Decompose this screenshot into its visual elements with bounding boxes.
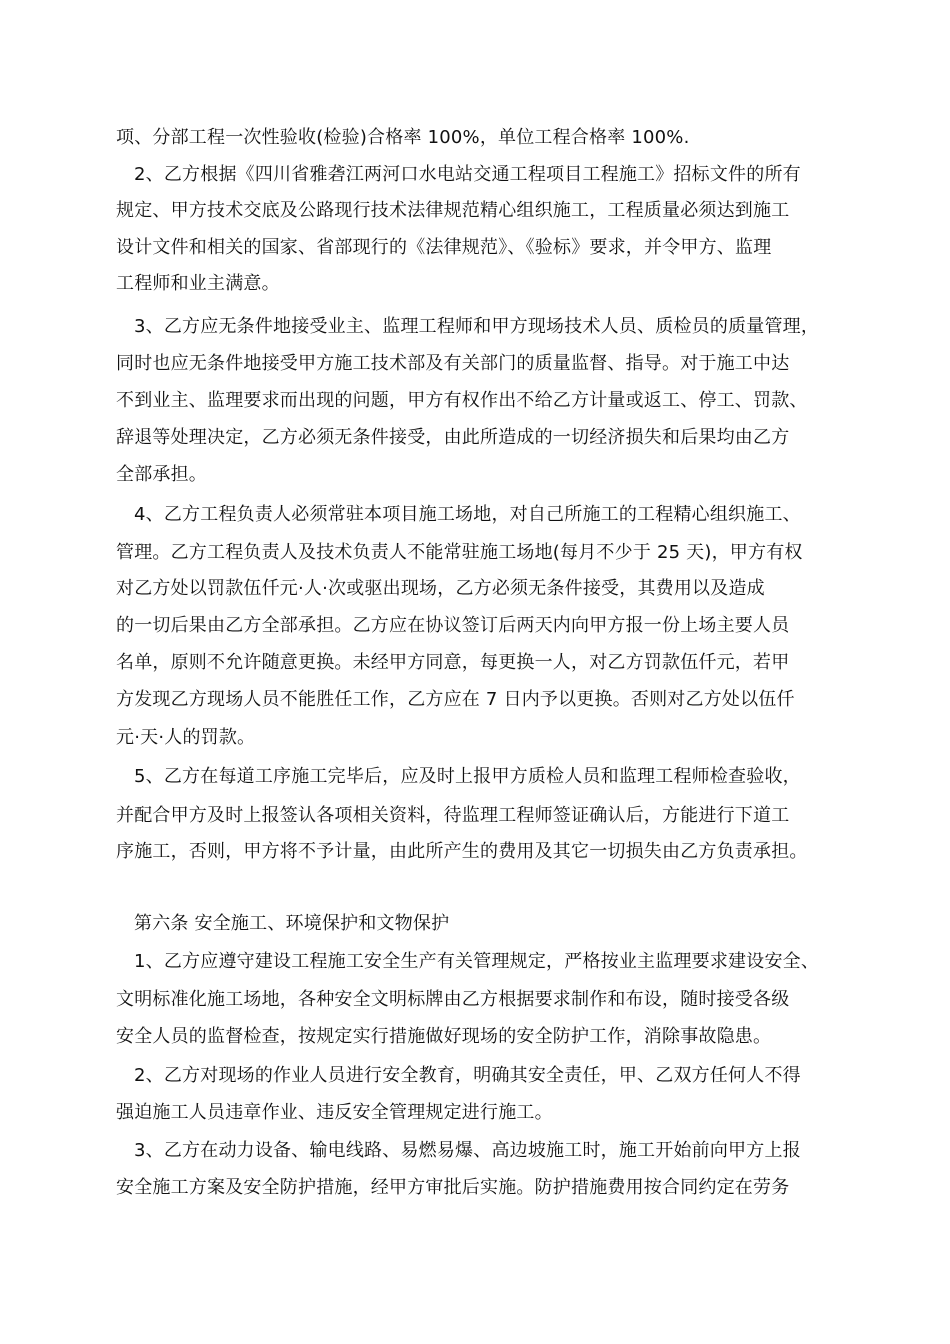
text-line: 同时也应无条件地接受甲方施工技术部及有关部门的质量监督、指导。对于施工中达: [116, 353, 790, 374]
text-line: 工程师和业主满意。: [116, 273, 280, 294]
paragraph-4-line: 4、乙方工程负责人必须常驻本项目施工场地，对自己所施工的工程精心组织施工、: [134, 504, 801, 525]
text-line: 全部承担。: [116, 464, 207, 485]
text-line: 安全施工方案及安全防护措施，经甲方审批后实施。防护措施费用按合同约定在劳务: [116, 1177, 790, 1198]
text-line: 并配合甲方及时上报签认各项相关资料，待监理工程师签证确认后，方能进行下道工: [116, 805, 790, 826]
section6-item-2-line: 2、乙方对现场的作业人员进行安全教育，明确其安全责任，甲、乙双方任何人不得: [134, 1065, 801, 1086]
paragraph-2-line: 2、乙方根据《四川省雅砻江两河口水电站交通工程项目工程施工》招标文件的所有: [134, 164, 801, 185]
text-line: 管理。乙方工程负责人及技术负责人不能常驻施工场地(每月不少于 25 天)，甲方有权: [116, 542, 803, 563]
text-line: 不到业主、监理要求而出现的问题，甲方有权作出不给乙方计量或返工、停工、罚款、: [116, 390, 808, 411]
text-line: 设计文件和相关的国家、省部现行的《法律规范》、《验标》要求，并令甲方、监理: [116, 237, 772, 258]
text-line: 元·天·人的罚款。: [116, 727, 256, 748]
text-line: 项、分部工程一次性验收(检验)合格率 100%，单位工程合格率 100%.: [116, 127, 690, 148]
text-line: 方发现乙方现场人员不能胜任工作，乙方应在 7 日内予以更换。否则对乙方处以伍仟: [116, 689, 795, 710]
text-line: 安全人员的监督检查，按规定实行措施做好现场的安全防护工作，消除事故隐患。: [116, 1026, 772, 1047]
section-heading: 第六条 安全施工、环境保护和文物保护: [134, 913, 450, 934]
text-line: 的一切后果由乙方全部承担。乙方应在协议签订后两天内向甲方报一份上场主要人员: [116, 615, 790, 636]
text-line: 名单，原则不允许随意更换。未经甲方同意，每更换一人，对乙方罚款伍仟元，若甲: [116, 652, 790, 673]
text-line: 序施工，否则，甲方将不予计量，由此所产生的费用及其它一切损失由乙方负责承担。: [116, 841, 808, 862]
text-line: 强迫施工人员违章作业、违反安全管理规定进行施工。: [116, 1102, 553, 1123]
section6-item-1-line: 1、乙方应遵守建设工程施工安全生产有关管理规定，严格按业主监理要求建设安全、: [134, 951, 820, 972]
text-line: 文明标准化施工场地，各种安全文明标牌由乙方根据要求制作和布设，随时接受各级: [116, 989, 790, 1010]
paragraph-3-line: 3、乙方应无条件地接受业主、监理工程师和甲方现场技术人员、质检员的质量管理，: [134, 316, 820, 337]
text-line: 规定、甲方技术交底及公路现行技术法律规范精心组织施工，工程质量必须达到施工: [116, 200, 790, 221]
paragraph-5-line: 5、乙方在每道工序施工完毕后，应及时上报甲方质检人员和监理工程师检查验收，: [134, 766, 801, 787]
text-line: 辞退等处理决定，乙方必须无条件接受，由此所造成的一切经济损失和后果均由乙方: [116, 427, 790, 448]
text-line: 对乙方处以罚款伍仟元·人·次或驱出现场，乙方必须无条件接受，其费用以及造成: [116, 578, 765, 599]
section6-item-3-line: 3、乙方在动力设备、输电线路、易燃易爆、高边坡施工时，施工开始前向甲方上报: [134, 1140, 801, 1161]
